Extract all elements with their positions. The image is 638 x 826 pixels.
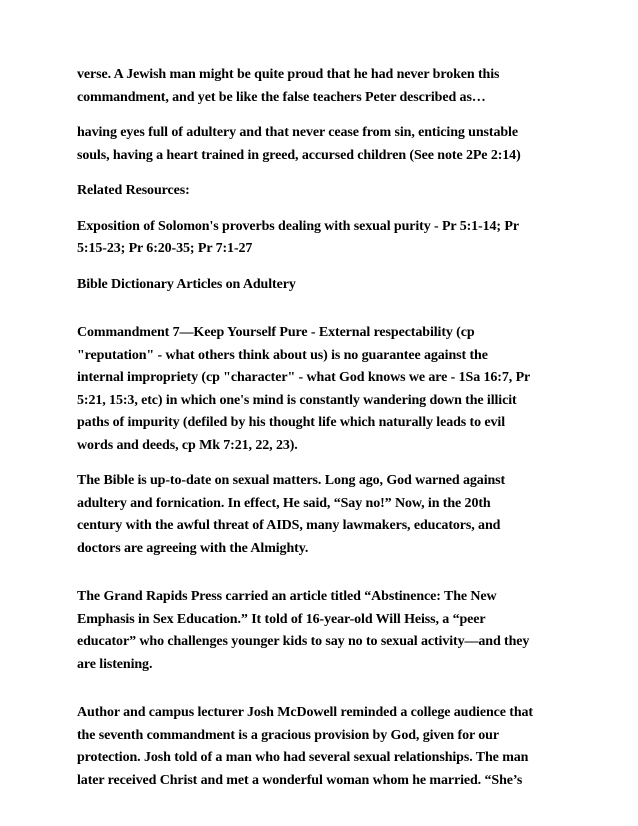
paragraph-bible-up-to-date: The Bible is up-to-date on sexual matters. Long ago, God warned against adultery and fornication. In effect, He said, “Say no!” Now, in the 20th century with the awful threat of AIDS, many lawmakers, educators, and doctors are agreeing with the Almighty. [77,473,506,556]
paragraph-grand-rapids-press: The Grand Rapids Press carried an article titled “Abstinence: The New Emphasis in Sex Education.” It told of 16-year-old Will Heiss, a “peer educator” who challenges younger kids to say no to sexual activity—and they are listening. [77,589,530,672]
paragraph-verse: verse. A Jewish man might be quite proud that he had never broken this commandment, and yet be like the false teachers Peter described as… [77,67,500,105]
paragraph-commandment-7: Commandment 7—Keep Yourself Pure - External respectability (cp "reputation" - what others think about us) is no guarantee against the internal impropriety (cp "character" - what God knows we are - 1Sa 16:7, Pr 5:21, 15:3, etc) in which one's mind is constantly wandering down the illicit paths of impurity (defiled by his thought life which naturally leads to evil words and deeds, cp Mk 7:21, 22, 23). [77,325,531,453]
resource-link-proverbs[interactable]: Exposition of Solomon's proverbs dealing with sexual purity - Pr 5:1-14; Pr 5:15-23; Pr 6:20-35; Pr 7:1-27 [77,218,519,256]
resource-link-dictionary[interactable]: Bible Dictionary Articles on Adultery [77,276,296,292]
paragraph-josh-mcdowell: Author and campus lecturer Josh McDowell reminded a college audience that the seventh commandment is a gracious provision by God, given for our protection. Josh told of a man who had several sexual relationships. The man later received Christ and met a wonderful woman whom he married. “She’s [77,705,533,788]
paragraph-quote-2pe: having eyes full of adultery and that never cease from sin, enticing unstable souls, having a heart trained in greed, accursed children (See note 2Pe 2:14) [77,125,521,163]
related-resources-heading: Related Resources: [77,183,190,198]
document-body [77,64,577,805]
